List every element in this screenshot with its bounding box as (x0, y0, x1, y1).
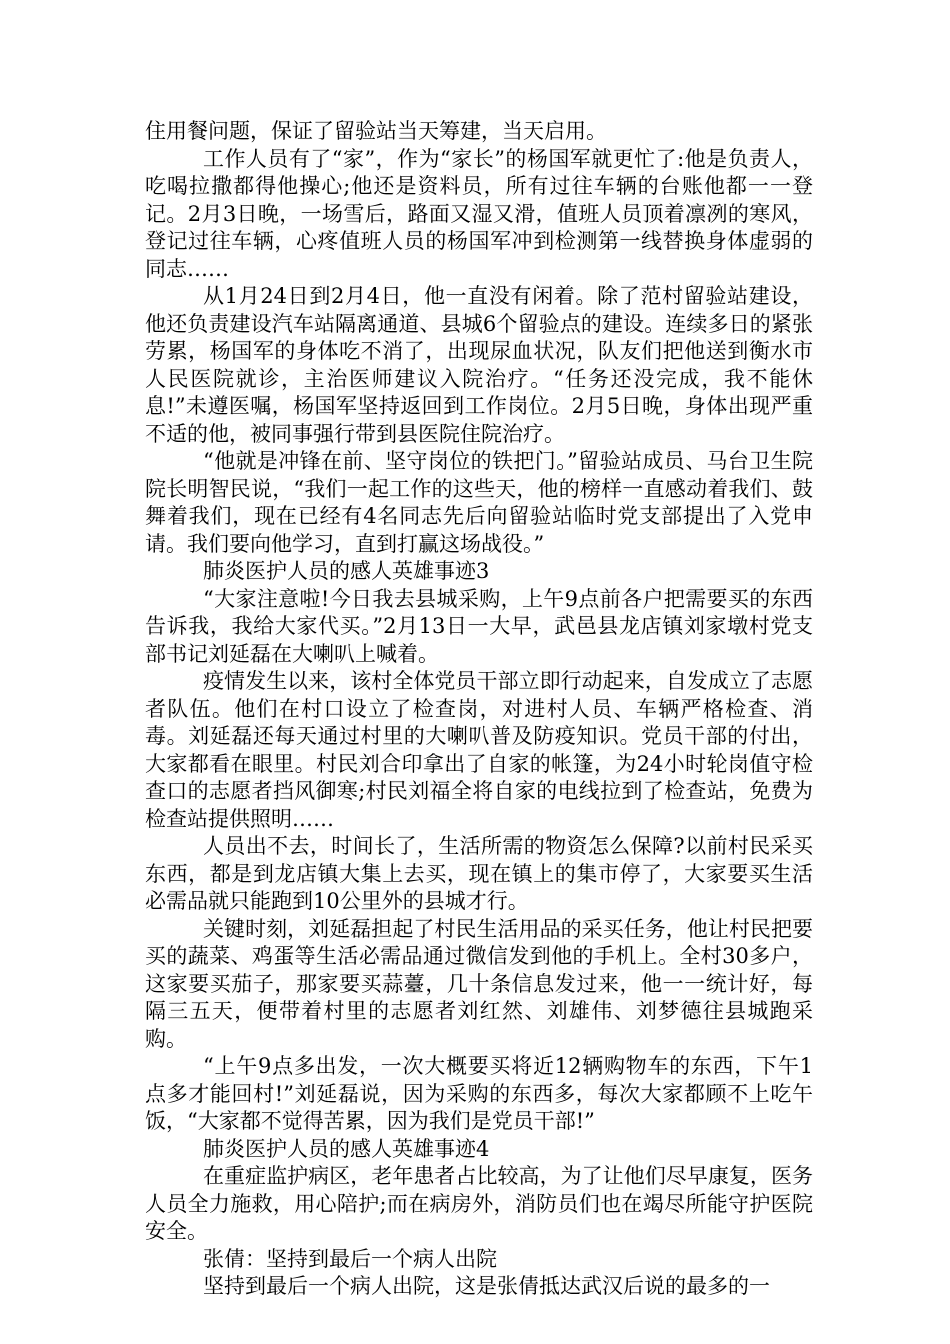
paragraph: 从1月24日到2月4日，他一直没有闲着。除了范村留验站建设，他还负责建设汽车站隔离通道、县城6个留验点的建设。连续多日的紧张劳累，杨国军的身体吃不消了，出现尿血状况，队友们把他送到衡水市人民医院就诊，主治医师建议入院治疗。“任务还没完成，我不能休息!”未遵医嘱，杨国军坚持返回到工作岗位。2月5日晚，身体出现严重不适的他，被同事强行带到县医院住院治疗。 (145, 284, 813, 446)
section-heading: 肺炎医护人员的感人英雄事迹4 (203, 1136, 490, 1161)
paragraph: “他就是冲锋在前、坚守岗位的铁把门。”留验站成员、马台卫生院院长明智民说，“我们一起工作的这些天，他的榜样一直感动着我们、鼓舞着我们，现在已经有4名同志先后向留验站临时党支部提出了入党申请。我们要向他学习，直到打赢这场战役。” (145, 449, 813, 556)
paragraph: 疫情发生以来，该村全体党员干部立即行动起来，自发成立了志愿者队伍。他们在村口设立了检查岗，对进村人员、车辆严格检查、消毒。刘延磊还每天通过村里的大喇叭普及防疫知识。党员干部的付出，大家都看在眼里。村民刘合印拿出了自家的帐篷，为24小时轮岗值守检查口的志愿者挡风御寒;村民刘福全将自家的电线拉到了检查站，免费为检查站提供照明…… (145, 669, 813, 831)
paragraph: 人员出不去，时间长了，生活所需的物资怎么保障?以前村民采买东西，都是到龙店镇大集上去买，现在镇上的集市停了，大家要买生活必需品就只能跑到10公里外的县城才行。 (145, 834, 813, 913)
paragraph: “大家注意啦!今日我去县城采购，上午9点前各户把需要买的东西告诉我，我给大家代买。”2月13日一大早，武邑县龙店镇刘家墩村党支部书记刘延磊在大喇叭上喊着。 (145, 586, 813, 666)
document-page (145, 0, 813, 1344)
paragraph: “上午9点多出发，一次大概要买将近12辆购物车的东西，下午1点多才能回村!”刘延磊说，因为采购的东西多，每次大家都顾不上吃午饭，“大家都不觉得苦累，因为我们是党员干部!” (145, 1054, 813, 1133)
section-heading: 肺炎医护人员的感人英雄事迹3 (203, 559, 490, 583)
subsection-heading: 张倩：坚持到最后一个病人出院 (203, 1246, 497, 1271)
paragraph: 工作人员有了“家”，作为“家长”的杨国军就更忙了:他是负责人，吃喝拉撒都得他操心;他还是资料员，所有过往车辆的台账他都一一登记。2月3日晚，一场雪后，路面又湿又滑，值班人员顶着凛冽的寒风，登记过往车辆，心疼值班人员的杨国军冲到检测第一线替换身体虚弱的同志…… (145, 146, 813, 281)
paragraph: 在重症监护病区，老年患者占比较高，为了让他们尽早康复，医务人员全力施救，用心陪护;而在病房外，消防员们也在竭尽所能守护医院安全。 (145, 1164, 813, 1243)
document-body (145, 118, 813, 1301)
paragraph: 关键时刻，刘延磊担起了村民生活用品的采买任务，他让村民把要买的蔬菜、鸡蛋等生活必需品通过微信发到他的手机上。全村30多户，这家要买茄子，那家要买蒜薹，几十条信息发过来，他一一统计好，每隔三五天，便带着村里的志愿者刘红然、刘雄伟、刘梦德往县城跑采购。 (145, 916, 813, 1051)
paragraph-continuation: 住用餐问题，保证了留验站当天筹建，当天启用。 (145, 119, 607, 143)
paragraph: 坚持到最后一个病人出院，这是张倩抵达武汉后说的最多的一 (203, 1274, 770, 1298)
